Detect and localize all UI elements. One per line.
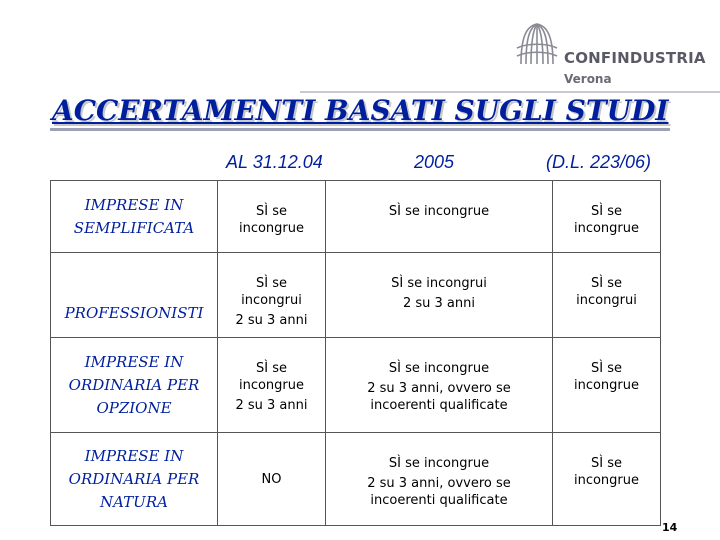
logo-name: CONFINDUSTRIA (564, 49, 706, 67)
row-label: PROFESSIONISTI (51, 253, 218, 338)
confindustria-logo (512, 18, 706, 86)
column-header-al-31-12-04: AL 31.12.04 (226, 152, 323, 172)
row-label: IMPRESE IN ORDINARIA PER NATURA (51, 433, 218, 526)
table-cell: SÌ se incongrui 2 su 3 anni (218, 253, 326, 338)
column-header-dl-223-06: (D.L. 223/06) (546, 152, 652, 172)
logo-city: Verona (564, 72, 612, 86)
table-cell: SÌ se incongrue 2 su 3 anni, ovvero se incoerenti qualificate (326, 433, 553, 526)
page-number: 14 (662, 521, 678, 534)
header-divider (300, 91, 720, 93)
table-cell: SÌ se incongrui (553, 253, 661, 338)
row-label: IMPRESE IN ORDINARIA PER OPZIONE (51, 338, 218, 433)
table-cell: SÌ se incongrue (553, 181, 661, 253)
table-cell: SÌ se incongrue (326, 181, 553, 253)
table-row (51, 253, 661, 338)
table-cell: SÌ se incongrue (553, 338, 661, 433)
table-cell: SÌ se incongrue 2 su 3 anni, ovvero se incoerenti qualificate (326, 338, 553, 433)
table-cell: SÌ se incongrui 2 su 3 anni (326, 253, 553, 338)
title-divider (50, 128, 670, 131)
row-label: IMPRESE IN SEMPLIFICATA (51, 181, 218, 253)
table-row (51, 433, 661, 526)
table-cell: NO (218, 433, 326, 526)
confindustria-emblem-icon (512, 18, 562, 70)
slide-title: ACCERTAMENTI BASATI SUGLI STUDI (52, 94, 669, 127)
table-row (51, 338, 661, 433)
table-cell: SÌ se incongrue (553, 433, 661, 526)
table-row (51, 181, 661, 253)
column-header-2005: 2005 (414, 152, 455, 172)
table-cell: SÌ se incongrue 2 su 3 anni (218, 338, 326, 433)
table-cell: SÌ se incongrue (218, 181, 326, 253)
studi-settore-table (50, 180, 661, 526)
